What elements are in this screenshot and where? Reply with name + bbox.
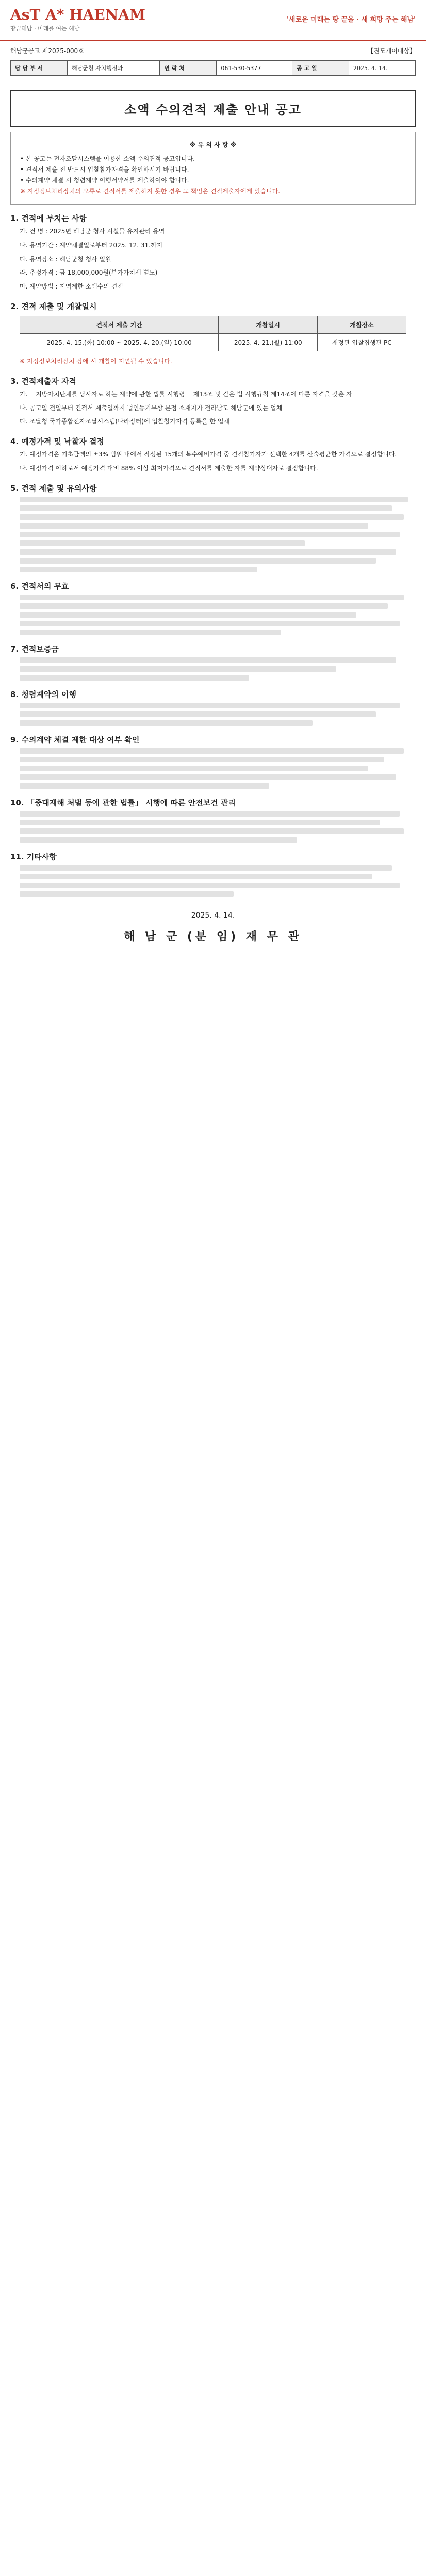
section-line: 마. 계약방법 : 지역제한 소액수의 견적 [20,283,123,291]
summary-warning: ※ 지정정보처리장치의 오류로 견적서를 제출하지 못한 경우 그 책임은 견적제출자에게 있습니다. [20,188,281,195]
section-heading: 8. 청렴계약의 이행 [10,689,77,699]
section-heading: 2. 견적 제출 및 개찰일시 [10,301,97,311]
closing-date: 2025. 4. 14. [191,911,235,920]
section-heading: 1. 견적에 부치는 사항 [10,214,87,223]
section-line: 가. 건 명 : 2025년 해남군 청사 시설물 유지관리 용역 [20,228,165,235]
table-cell: 2025. 4. 15.(화) 10:00 ~ 2025. 4. 20.(일) 10:00 [20,333,219,351]
dept-label: 담 당 부 서 [11,61,68,76]
text-block [20,595,416,635]
table-header-cell: 개찰장소 [318,316,406,333]
text-block [20,703,416,726]
document-line [0,41,426,60]
text-block [20,811,416,843]
text-block [20,497,416,572]
contact-value: 061-530-5377 [217,61,292,76]
date-value: 2025. 4. 14. [349,61,416,76]
section-heading: 6. 견적서의 무효 [10,581,69,591]
logo-mark: AsT A* HAENAM [10,6,146,23]
summary-line: • 수의계약 체결 시 청렴계약 이행서약서를 제출하여야 합니다. [20,177,189,184]
text-block [20,748,416,789]
table-header-cell: 견적서 제출 기간 [20,316,219,333]
signature: 해 남 군 (분 임) 재 무 관 [124,930,302,943]
section-heading: 11. 기타사항 [10,852,57,861]
section-heading: 3. 견적제출자 자격 [10,376,77,386]
date-label: 공 고 일 [292,61,349,76]
text-block [20,657,416,681]
slogan-line: '새로운 미래는 땅 끝을 · 새 희망 주는 해남' [286,15,416,24]
summary-line: • 본 공고는 전자조달시스템을 이용한 소액 수의견적 공고입니다. [20,155,195,162]
summary-title: ※ 유 의 사 항 ※ [189,141,237,148]
table-header-cell: 개찰일시 [219,316,318,333]
section-heading: 4. 예정가격 및 낙찰자 결정 [10,437,104,447]
section-line: 나. 공고일 전일부터 견적서 제출일까지 법인등기부상 본점 소재지가 전라남도 해남군에 있는 업체 [20,404,283,412]
logo-subtitle: 땅끝해남 · 미래를 여는 해남 [10,25,80,32]
table-cell: 2025. 4. 21.(월) 11:00 [219,333,318,351]
text-block [20,865,416,897]
section-heading: 5. 견적 제출 및 유의사항 [10,483,97,493]
page-header [0,0,426,41]
meta-table [10,60,416,76]
section-line: 나. 용역기간 : 계약체결일로부터 2025. 12. 31.까지 [20,241,163,249]
section-line: 다. 용역장소 : 해남군청 청사 일원 [20,255,111,263]
dept-value: 해남군청 자치행정과 [68,61,160,76]
schedule-warning: ※ 지정정보처리장치 장애 시 개찰이 지연될 수 있습니다. [20,357,172,365]
document-type: 【진도개어대상】 [367,47,416,55]
section-heading: 7. 견적보증금 [10,644,59,654]
contact-label: 연 락 처 [160,61,217,76]
section-line: 가. 「지방자치단체를 당사자로 하는 계약에 관한 법률 시행령」 제13조 및 같은 법 시행규칙 제14조에 따른 자격을 갖춘 자 [20,390,352,398]
section-line: 라. 추정가격 : 금 18,000,000원(부가가치세 별도) [20,269,158,277]
summary-line: • 견적서 제출 전 반드시 입찰참가자격을 확인하시기 바랍니다. [20,166,189,173]
section-heading: 9. 수의계약 체결 제한 대상 여부 확인 [10,735,140,744]
slogan [287,15,416,25]
section-line: 가. 예정가격은 기초금액의 ±3% 범위 내에서 작성된 15개의 복수예비가격 중 견적참가자가 선택한 4개를 산술평균한 가격으로 결정합니다. [20,451,397,459]
section-line: 나. 예정가격 이하로서 예정가격 대비 88% 이상 최저가격으로 견적서를 제출한 자를 계약상대자로 결정합니다. [20,464,318,472]
section-heading: 10. 「중대재해 처벌 등에 관한 법률」 시행에 따른 안전보건 관리 [10,798,236,807]
table-cell: 재정관 입찰집행관 PC [318,333,406,351]
schedule-table [20,316,406,351]
logo [10,8,145,32]
page-title: 소액 수의견적 제출 안내 공고 [10,90,416,127]
section-line: 다. 조달청 국가종합전자조달시스템(나라장터)에 입찰참가자격 등록을 한 업체 [20,418,230,426]
notice-summary [10,132,416,205]
document-number: 해남군공고 제2025-000호 [10,47,84,55]
